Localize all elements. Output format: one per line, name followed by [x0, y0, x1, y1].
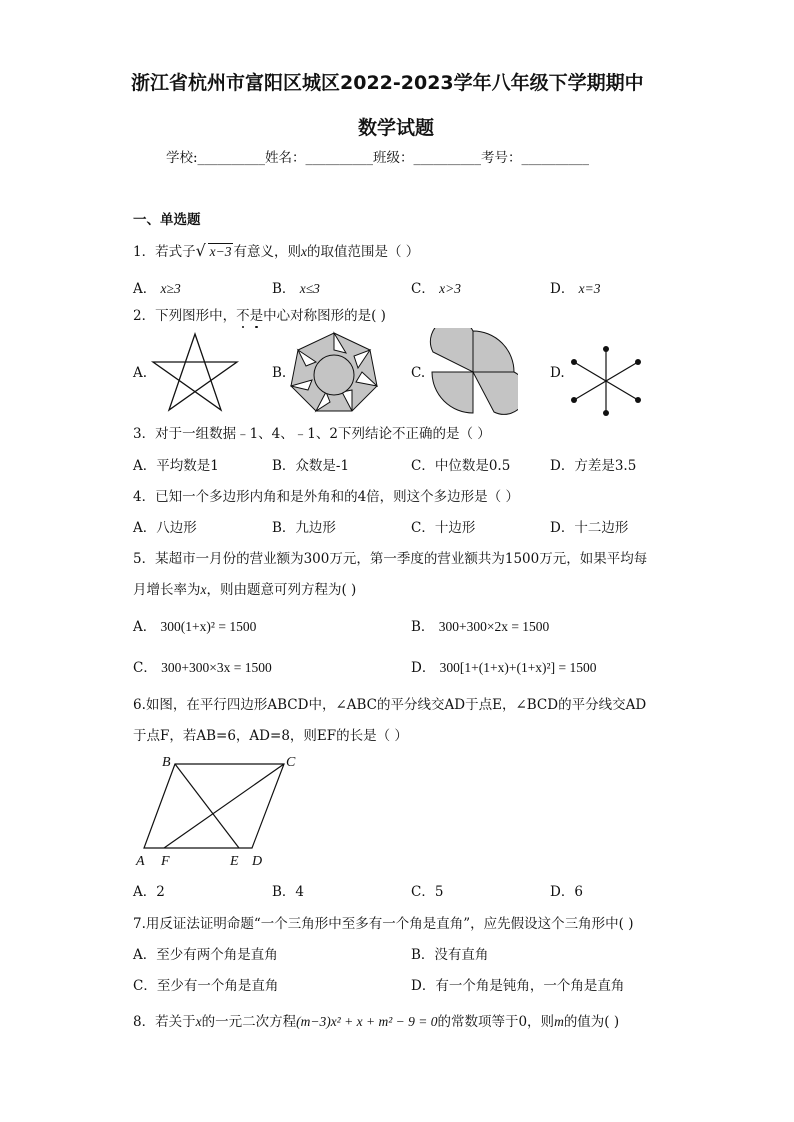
q5-option-d[interactable]: D． 300[1+(1+x)+(1+x)²] = 1500 — [411, 660, 597, 676]
question-6-stem-line2: 于点F，若AB=6，AD=8，则EF的长是（ ） — [133, 728, 408, 744]
q1-option-b[interactable]: B． x≤3 — [272, 281, 320, 297]
question-5-stem-line1: 5．某超市一月份的营业额为300万元，第一季度的营业额共为1500万元，如果平均每 — [133, 551, 648, 567]
pinwheel-figure — [428, 328, 518, 416]
q3-option-a[interactable]: A．平均数是1 — [133, 458, 219, 474]
q2-option-a[interactable]: A. — [133, 365, 148, 381]
question-7-stem: 7.用反证法证明命题“一个三角形中至多有一个角是直角”，应先假设这个三角形中( ) — [133, 916, 634, 932]
question-5-stem-line2: 月增长率为x，则由题意可列方程为( ) — [133, 582, 357, 598]
label-b: B — [162, 755, 171, 770]
label-a: A — [136, 854, 145, 869]
sqrt-expression: √ x−3 — [195, 241, 232, 260]
question-8-stem: 8．若关于x的一元二次方程(m−3)x² + x + m² − 9 = 0的常数项等于0，则m的值为( ) — [133, 1014, 620, 1030]
q7-option-b[interactable]: B．没有直角 — [411, 947, 489, 963]
parallelogram-figure — [130, 752, 310, 870]
asterisk-figure — [566, 344, 646, 418]
label-c: C — [286, 755, 296, 770]
q4-option-b[interactable]: B．九边形 — [272, 520, 336, 536]
section-heading: 一、单选题 — [133, 212, 201, 228]
question-3-stem: 3．对于一组数据﹣1、4、﹣1、2下列结论不正确的是（ ） — [133, 426, 491, 442]
q6-option-d[interactable]: D．6 — [550, 884, 583, 900]
q4-option-a[interactable]: A．八边形 — [133, 520, 197, 536]
q1-option-c[interactable]: C． x>3 — [411, 281, 461, 297]
q1-option-a[interactable]: A． x≥3 — [133, 281, 181, 297]
q2-option-c[interactable]: C. — [411, 365, 426, 381]
q3-option-b[interactable]: B．众数是-1 — [272, 458, 350, 474]
q6-option-c[interactable]: C．5 — [411, 884, 444, 900]
label-f: F — [161, 854, 170, 869]
question-1-stem: 1．若式子 √ x−3 有意义，则x的取值范围是（ ） — [133, 241, 420, 260]
q2-option-b[interactable]: B. — [272, 365, 287, 381]
q5-option-b[interactable]: B． 300+300×2x = 1500 — [411, 619, 550, 635]
q5-option-c[interactable]: C． 300+300×3x = 1500 — [133, 660, 272, 676]
q4-option-d[interactable]: D．十二边形 — [550, 520, 629, 536]
label-e: E — [230, 854, 239, 869]
q5-option-a[interactable]: A． 300(1+x)² = 1500 — [133, 619, 257, 635]
q1-option-d[interactable]: D． x=3 — [550, 281, 601, 297]
heptagon-figure — [290, 330, 378, 414]
q8-equation: (m−3)x² + x + m² − 9 = 0 — [296, 1014, 438, 1029]
q7-option-a[interactable]: A．至少有两个角是直角 — [133, 947, 278, 963]
question-6-stem-line1: 6.如图，在平行四边形ABCD中，∠ABC的平分线交AD于点E，∠BCD的平分线交AD — [133, 697, 647, 713]
q2-option-d[interactable]: D. — [550, 365, 565, 381]
q6-option-a[interactable]: A．2 — [133, 884, 165, 900]
student-info-line: 学校:__________姓名：__________班级：__________考号：__________ — [166, 150, 590, 166]
star-figure — [150, 330, 240, 414]
q6-option-b[interactable]: B．4 — [272, 884, 305, 900]
question-2-stem: 2．下列图形中，不是中心对称图形的是( ) — [133, 308, 386, 324]
page-title-line2: 数学试题 — [358, 117, 435, 139]
page-title-line1: 浙江省杭州市富阳区城区2022-2023学年八年级下学期期中 — [131, 72, 644, 94]
q4-option-c[interactable]: C．十边形 — [411, 520, 476, 536]
question-4-stem: 4．已知一个多边形内角和是外角和的4倍，则这个多边形是（ ） — [133, 489, 519, 505]
label-d: D — [252, 854, 263, 869]
q3-option-d[interactable]: D．方差是3.5 — [550, 458, 637, 474]
q3-option-c[interactable]: C．中位数是0.5 — [411, 458, 511, 474]
q7-option-c[interactable]: C．至少有一个角是直角 — [133, 978, 279, 994]
q7-option-d[interactable]: D．有一个角是钝角，一个角是直角 — [411, 978, 625, 994]
